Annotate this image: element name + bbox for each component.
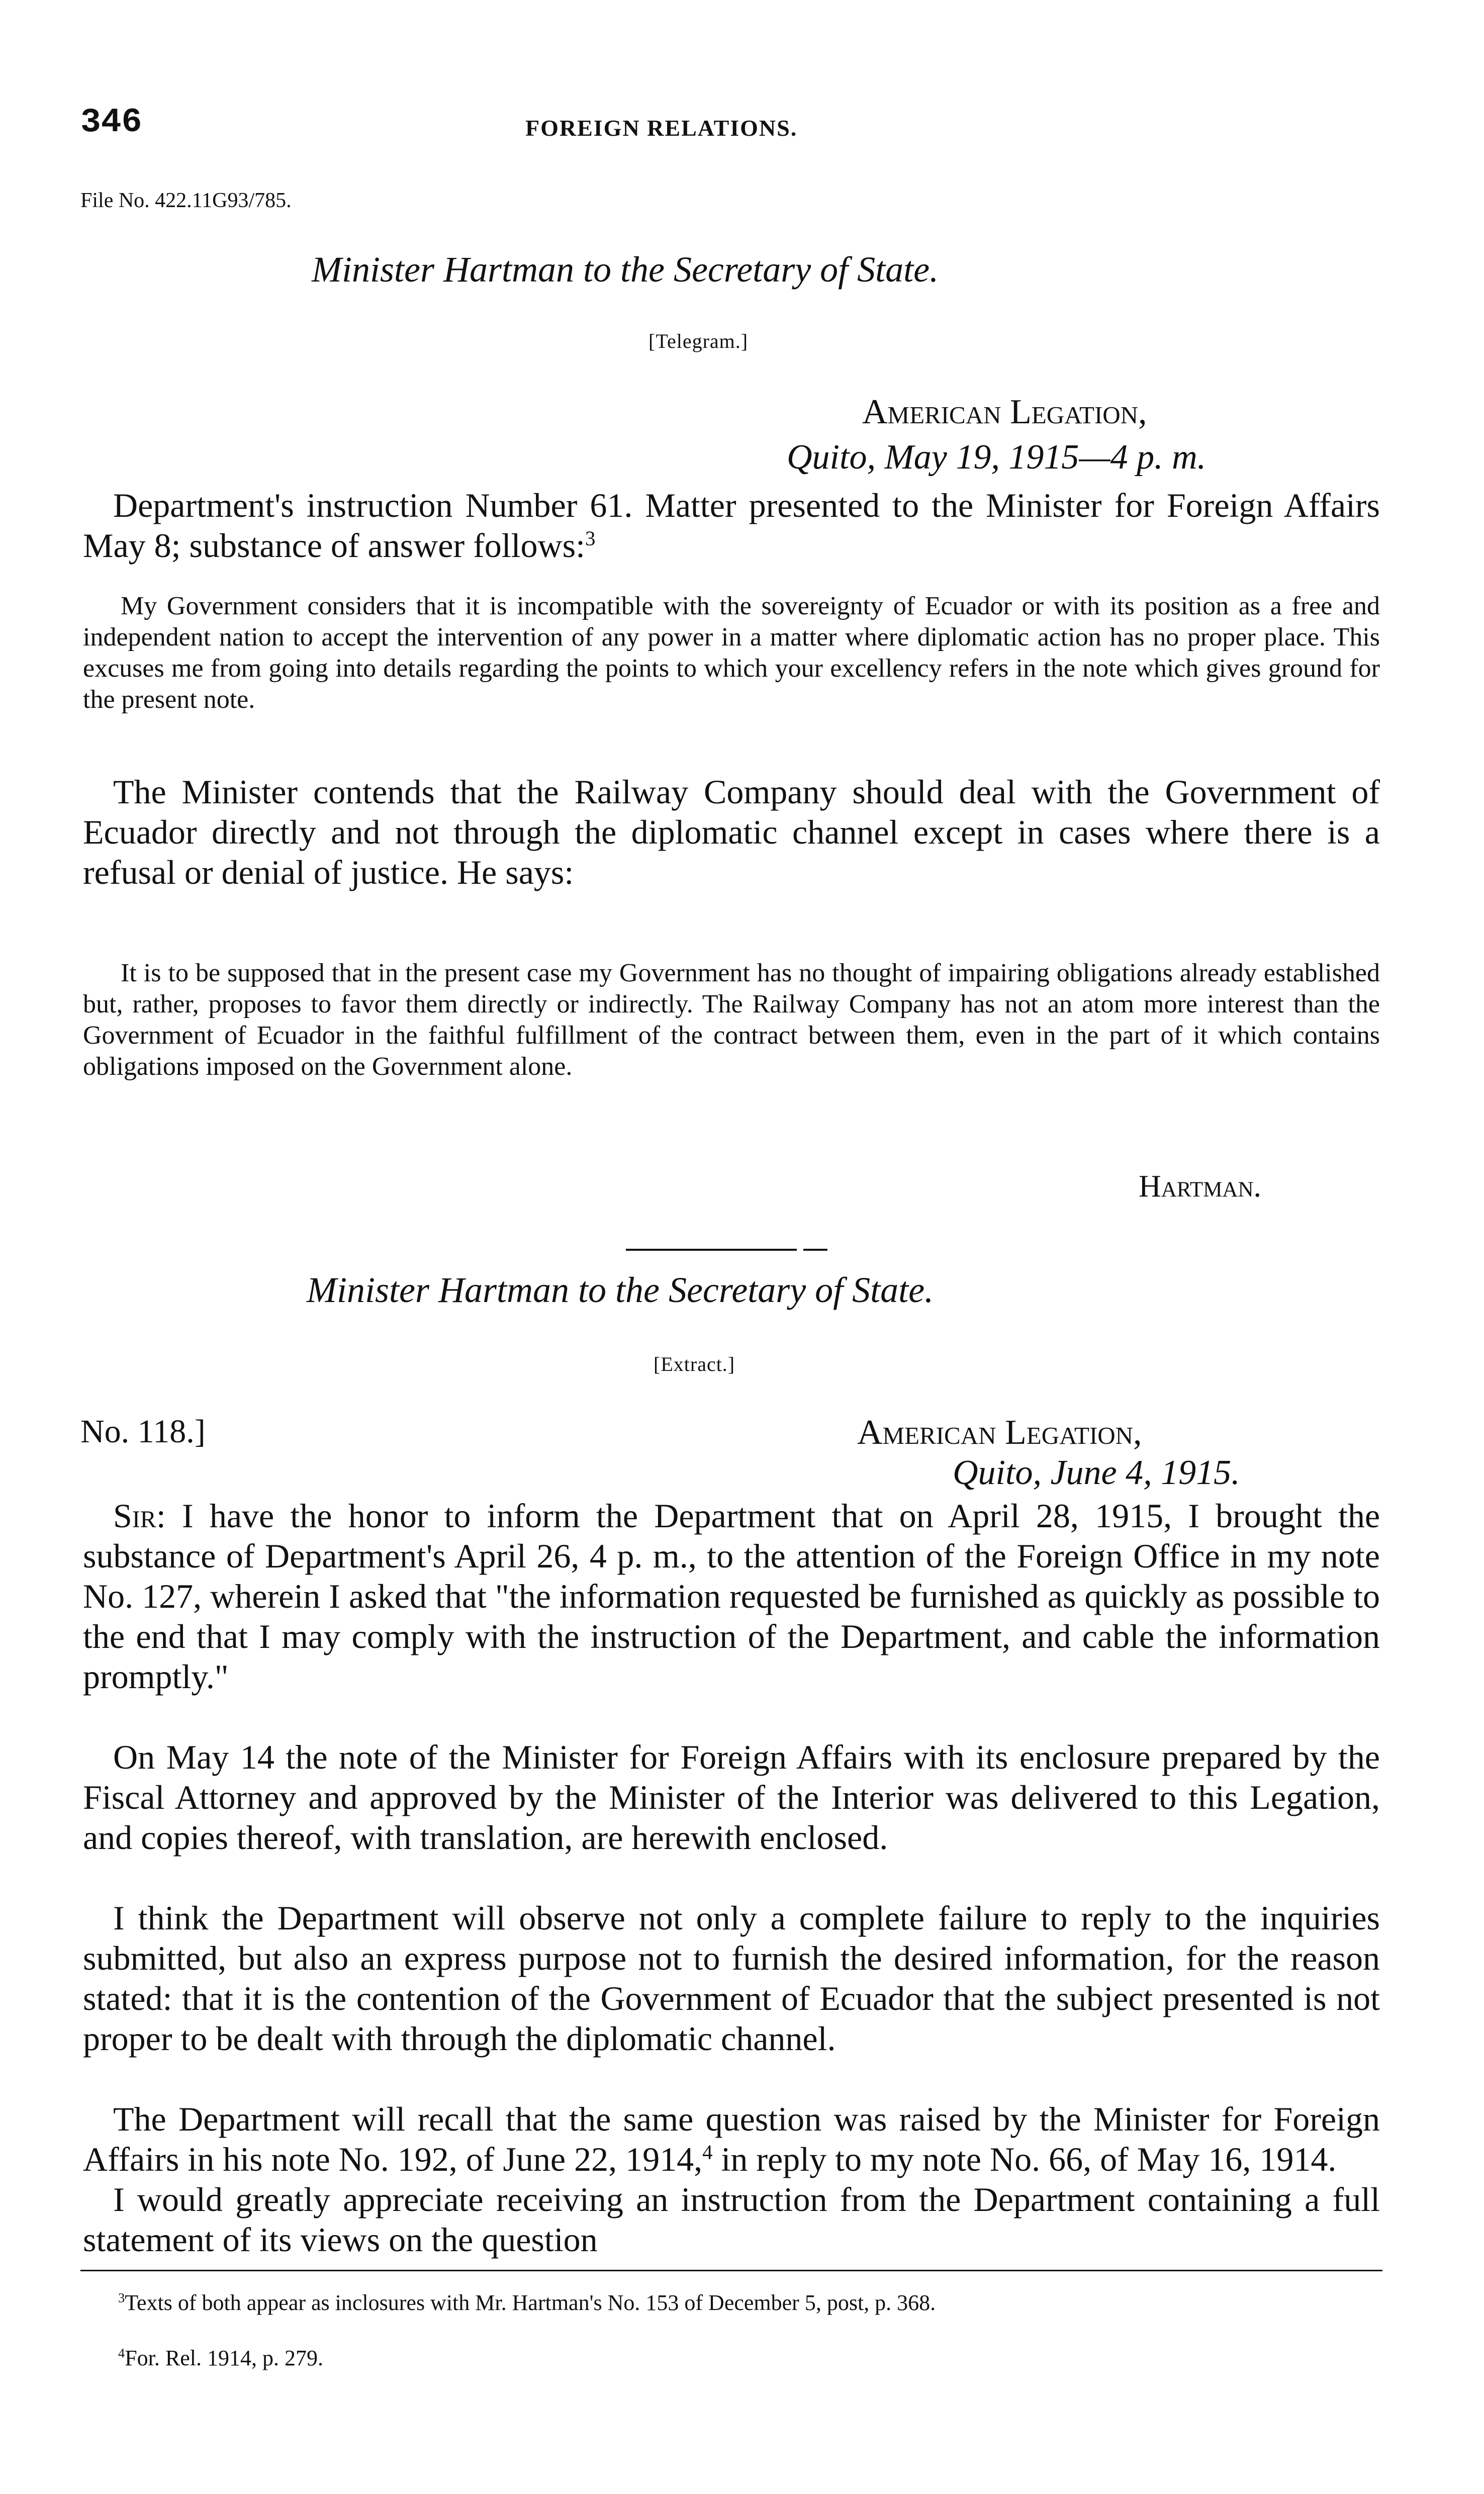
footnote-ref-3: 3 (585, 527, 596, 550)
file-number: File No. 422.11G93/785. (80, 189, 292, 212)
doc2-paragraph-4: The Department will recall that the same question was raised by the Minister for Foreign Affairs in his note No. 192, of June 22, 1914,$^4$ in reply to my note No. 66, of May 16, 1914. (83, 2100, 1380, 2178)
doc2-paragraph-5: I would greatly appreciate receiving an instruction from the Department containing a full statement of its views on the question (83, 2180, 1380, 2259)
doc2-paragraph-2: On May 14 the note of the Minister for Foreign Affairs with its enclosure prepared by the Fiscal Attorney and approved by the Minister of the Interior was delivered to this Legation, and copies thereof, with translation, are herewith enclosed. (83, 1738, 1380, 1857)
doc2-paragraph-1: Sir: I have the honor to inform the Department that on April 28, 1915, I brought the substance of Department's April 26, 4 p. m., to the attention of the Foreign Office in my note No. 127, wherein I asked that "the information requested be furnished as quickly as possible to the end that I may comply with the instruction of the Department, and cable the information promptly." (83, 1497, 1380, 1696)
running-head: FOREIGN RELATIONS. (525, 115, 798, 141)
doc1-quote-2: It is to be supposed that in the present case my Government has no thought of impairing obligations already established but, rather, proposes to favor them directly or indirectly. The Railway Company has not an atom more interest than the Government of Ecuador in the faithful fulfillment of the contract between them, even in the part of it which contains obligations imposed on the Government alone. (83, 959, 1380, 1081)
doc2-title: Minister Hartman to the Secretary of State. (307, 1270, 934, 1310)
section-divider (626, 1249, 797, 1251)
doc1-paragraph-2: The Minister contends that the Railway Company should deal with the Government of Ecuador directly and not through the diplomatic channel except in cases where there is a refusal or denial of justice. He says: (83, 773, 1380, 891)
doc2-paragraph-3: I think the Department will observe not only a complete failure to reply to the inquiries submitted, but also an express purpose not to furnish the desired information, for the reason stated: that it is the contention of the Government of Ecuador that the subject presented is not proper to be dealt with through the diplomatic channel. (83, 1899, 1380, 2058)
page-number: 346 (80, 103, 142, 142)
salutation: Sir: (113, 1497, 166, 1535)
doc2-place: American Legation, (857, 1413, 1142, 1452)
doc1-date: Quito, May 19, 1915—4 p. m. (787, 438, 1207, 477)
doc2-number: No. 118.] (80, 1413, 206, 1450)
section-divider-dash (803, 1249, 827, 1251)
doc1-subtitle: [Telegram.] (648, 330, 749, 352)
doc1-title: Minister Hartman to the Secretary of State. (312, 249, 939, 290)
footnote-ref-4: 4 (702, 2141, 713, 2164)
doc2-date: Quito, June 4, 1915. (953, 1453, 1240, 1492)
doc1-quote-1: My Government considers that it is incompatible with the sovereignty of Ecuador or with its position as a free and independent nation to accept the intervention of any power in a matter where diplomatic action has no proper place. This excuses me from going into details regarding the points to which your excellency refers in the note which gives ground for the present note. (83, 592, 1380, 714)
doc1-signature: Hartman. (1139, 1169, 1262, 1204)
doc2-subtitle: [Extract.] (654, 1353, 735, 1375)
footnote-3: $^3$Texts of both appear as inclosures with Mr. Hartman's No. 153 of December 5, post, p. 368. (118, 2290, 936, 2315)
doc1-place: American Legation, (862, 393, 1147, 431)
doc1-paragraph-1: Department's instruction Number 61. Matter presented to the Minister for Foreign Affairs May 8; substance of answer follows:$^3$ (83, 486, 1380, 565)
footnote-rule (80, 2270, 1382, 2271)
footnote-4: $^4$For. Rel. 1914, p. 279. (118, 2345, 323, 2370)
